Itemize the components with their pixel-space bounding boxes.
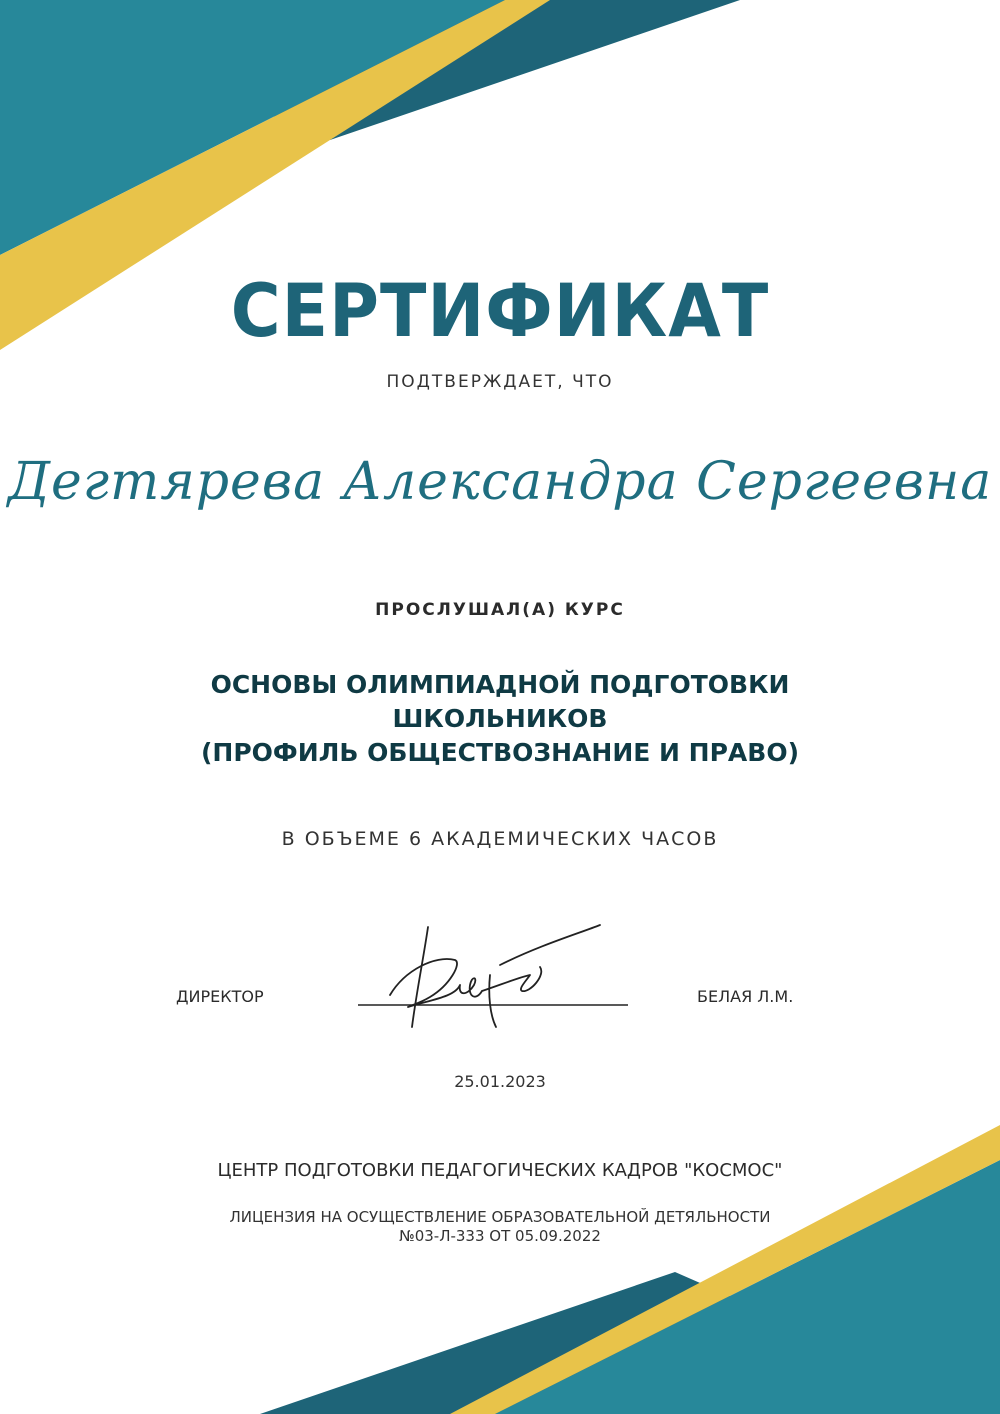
director-label: ДИРЕКТОР [176,987,264,1006]
recipient-name: Дегтярева Александра Сергеевна [7,452,993,512]
certificate-title: СЕРТИФИКАТ [230,268,770,355]
confirms-text: ПОДТВЕРЖДАЕТ, ЧТО [386,372,614,392]
completed-course-text: ПРОСЛУШАЛ(А) КУРС [375,600,625,620]
course-title-line: ШКОЛЬНИКОВ [392,704,608,733]
organization-name: ЦЕНТР ПОДГОТОВКИ ПЕДАГОГИЧЕСКИХ КАДРОВ "КОСМОС" [217,1160,783,1181]
course-title-line: (ПРОФИЛЬ ОБЩЕСТВОЗНАНИЕ И ПРАВО) [200,738,799,767]
license-line: ЛИЦЕНЗИЯ НА ОСУЩЕСТВЛЕНИЕ ОБРАЗОВАТЕЛЬНОЙ ДЕТЯЛЬНОСТИ [229,1208,771,1226]
signature-stroke [390,925,600,1027]
course-title [0,668,1000,770]
license-line: №03-Л-333 ОТ 05.09.2022 [399,1227,601,1245]
license-info [0,1208,1000,1246]
director-signature [350,915,640,1035]
issue-date: 25.01.2023 [454,1072,546,1091]
course-hours: В ОБЪЕМЕ 6 АКАДЕМИЧЕСКИХ ЧАСОВ [281,828,719,850]
course-title-line: ОСНОВЫ ОЛИМПИАДНОЙ ПОДГОТОВКИ [210,670,790,699]
director-name: БЕЛАЯ Л.М. [697,987,794,1006]
